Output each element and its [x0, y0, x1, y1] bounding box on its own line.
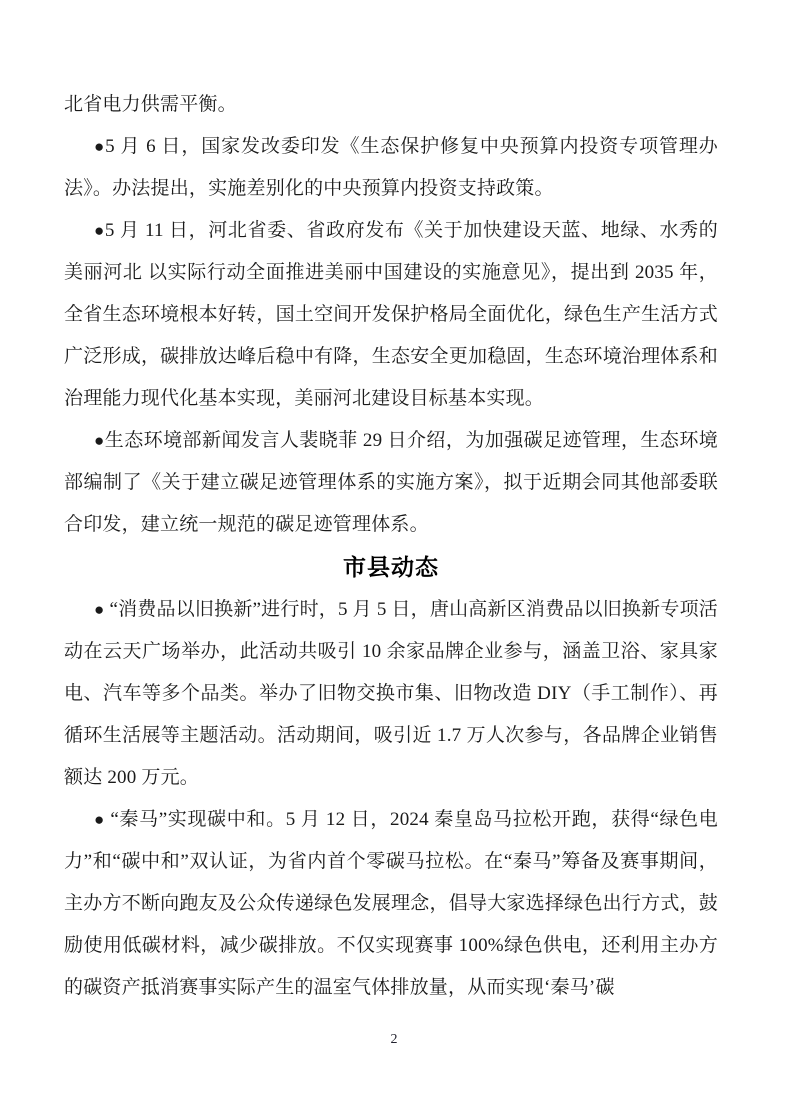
bullet-icon: ●	[94, 600, 105, 619]
local-item-text: “秦马”实现碳中和。5 月 12 日，2024 秦皇岛马拉松开跑，获得“绿色电力”和“碳中和”双认证，为省内首个零碳马拉松。在“秦马”筹备及赛事期间，主办方不断向跑友及公众传递绿色发展理念，倡导大家选择绿色出行方式，鼓励使用低碳材料，减少碳排放。不仅实现赛事 100%绿色供电，还利用主办方的碳资产抵消赛事实际产生的温室气体排放量，从而实现‘秦马’碳	[64, 809, 718, 998]
section-heading: 市县动态	[343, 554, 439, 580]
document-body	[64, 84, 718, 1009]
news-item-text: 生态环境部新闻发言人裴晓菲 29 日介绍，为加强碳足迹管理，生态环境部编制了《关于建立碳足迹管理体系的实施方案》，拟于近期会同其他部委联合印发，建立统一规范的碳足迹管理体系。	[64, 430, 718, 535]
local-item-text: “消费品以旧换新”进行时，5 月 5 日，唐山高新区消费品以旧换新专项活动在云天广场举办，此活动共吸引 10 余家品牌企业参与，涵盖卫浴、家具家电、汽车等多个品类。举办了旧物交换市集、旧物改造 DIY（手工制作）、再循环生活展等主题活动。活动期间，吸引近 1.7 万人次参与，各品牌企业销售额达 200 万元。	[64, 599, 718, 788]
local-item-paragraph	[64, 799, 718, 1009]
news-item-text: 5 月 11 日，河北省委、省政府发布《关于加快建设天蓝、地绿、水秀的美丽河北 以实际行动全面推进美丽中国建设的实施意见》，提出到 2035 年，全省生态环境根本好转，国土空间开发保护格局全面优化，绿色生产生活方式广泛形成，碳排放达峰后稳中有降，生态安全更加稳固，生态环境治理体系和治理能力现代化基本实现，美丽河北建设目标基本实现。	[64, 220, 719, 409]
news-item-text: 5 月 6 日，国家发改委印发《生态保护修复中央预算内投资专项管理办法》。办法提出，实施差别化的中央预算内投资支持政策。	[64, 136, 718, 199]
bullet-icon: ●	[94, 137, 106, 156]
bullet-icon: ●	[94, 221, 105, 240]
bullet-icon: ●	[94, 431, 105, 450]
local-item-paragraph	[64, 589, 718, 799]
paragraph-continuation: 北省电力供需平衡。	[64, 94, 237, 115]
news-item-paragraph	[64, 210, 718, 420]
page-number: 2	[390, 1032, 398, 1047]
bullet-icon: ●	[94, 810, 105, 829]
news-item-paragraph	[64, 420, 718, 546]
news-item-paragraph	[64, 126, 718, 210]
